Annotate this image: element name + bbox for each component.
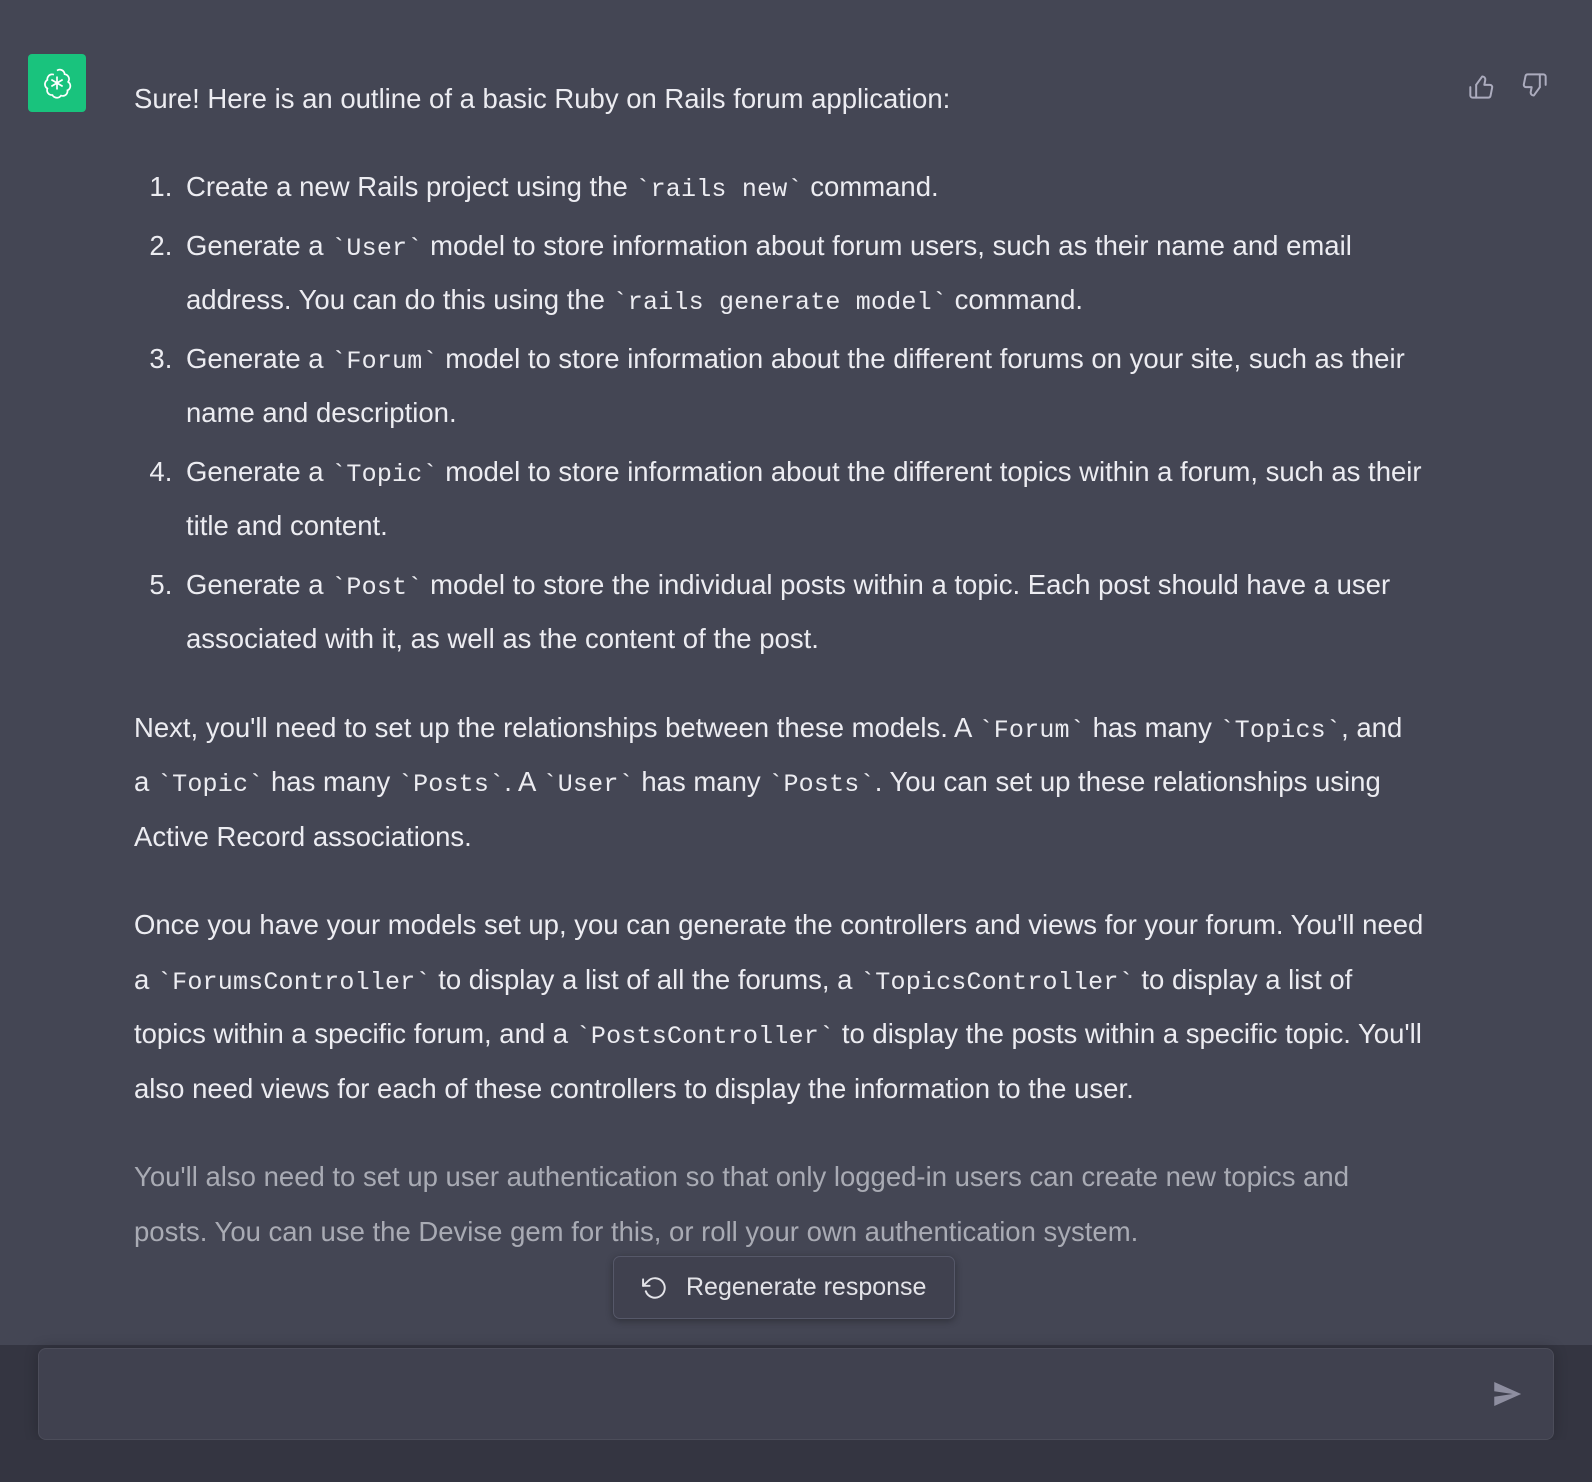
refresh-icon	[642, 1275, 668, 1301]
chat-input[interactable]	[39, 1379, 1479, 1410]
thumbs-up-icon[interactable]	[1468, 72, 1496, 100]
inline-code: `Posts`	[397, 770, 505, 800]
step-item: 1. Create a new Rails project using the `rails new` command.	[180, 160, 1424, 215]
inline-code: `PostsController`	[575, 1022, 835, 1052]
body-paragraph: You'll also need to set up user authentication so that only logged-in users can create new topics and posts. You can use the Devise gem for this, or roll your own authentication system.	[134, 1161, 1350, 1247]
message-actions	[1468, 72, 1548, 100]
message-content	[134, 28, 1424, 1293]
step-item: 5. Generate a `Post` model to store the individual posts within a topic. Each post should have a user associated with it, as well as the content of the post.	[180, 558, 1424, 667]
chat-composer[interactable]	[38, 1348, 1554, 1440]
inline-code: `Forum`	[978, 715, 1085, 745]
inline-code: `Posts`	[768, 770, 875, 800]
assistant-avatar	[28, 54, 86, 112]
regenerate-response-button[interactable]	[613, 1256, 955, 1319]
inline-code: `TopicsController`	[860, 967, 1134, 997]
send-icon[interactable]	[1479, 1366, 1535, 1422]
inline-code: `rails new`	[635, 175, 803, 205]
steps-list	[134, 160, 1424, 666]
inline-code: `Topic`	[331, 459, 438, 489]
body-paragraph: Next, you'll need to set up the relationships between these models. A `Forum` has many `Topics`, and a `Topic` has many `Posts`. A `User` has many `Posts`. You can set up these relationships using Active Record associations.	[134, 711, 1403, 852]
thumbs-down-icon[interactable]	[1520, 72, 1548, 100]
inline-code: `Forum`	[331, 346, 438, 376]
inline-code: `User`	[542, 770, 634, 800]
body-paragraph: Once you have your models set up, you can generate the controllers and views for your forum. You'll need a `ForumsController` to display a list of all the forums, a `TopicsController` to display a list of topics within a specific forum, and a `PostsController` to display the posts within a specific topic. You'll also need views for each of these controllers to display the information to the user.	[134, 909, 1424, 1104]
inline-code: `Topic`	[156, 770, 264, 800]
message-inner	[0, 28, 1592, 1325]
step-item: 2. Generate a `User` model to store information about forum users, such as their name and email address. You can do this using the `rails generate model` command.	[180, 219, 1424, 328]
inline-code: `Topics`	[1219, 715, 1342, 745]
intro-paragraph: Sure! Here is an outline of a basic Ruby on Rails forum application:	[134, 83, 951, 114]
openai-logo-icon	[40, 66, 74, 100]
step-item: 3. Generate a `Forum` model to store information about the different forums on your site, such as their name and description.	[180, 332, 1424, 441]
bottom-strip	[0, 1440, 1592, 1482]
inline-code: `rails generate model`	[612, 288, 948, 318]
inline-code: `User`	[331, 233, 423, 263]
step-item: 4. Generate a `Topic` model to store information about the different topics within a forum, such as their title and content.	[180, 445, 1424, 554]
inline-code: `Post`	[331, 572, 423, 602]
inline-code: `ForumsController`	[156, 967, 431, 997]
regenerate-label: Regenerate response	[686, 1273, 927, 1301]
paragraphs	[134, 701, 1424, 1259]
